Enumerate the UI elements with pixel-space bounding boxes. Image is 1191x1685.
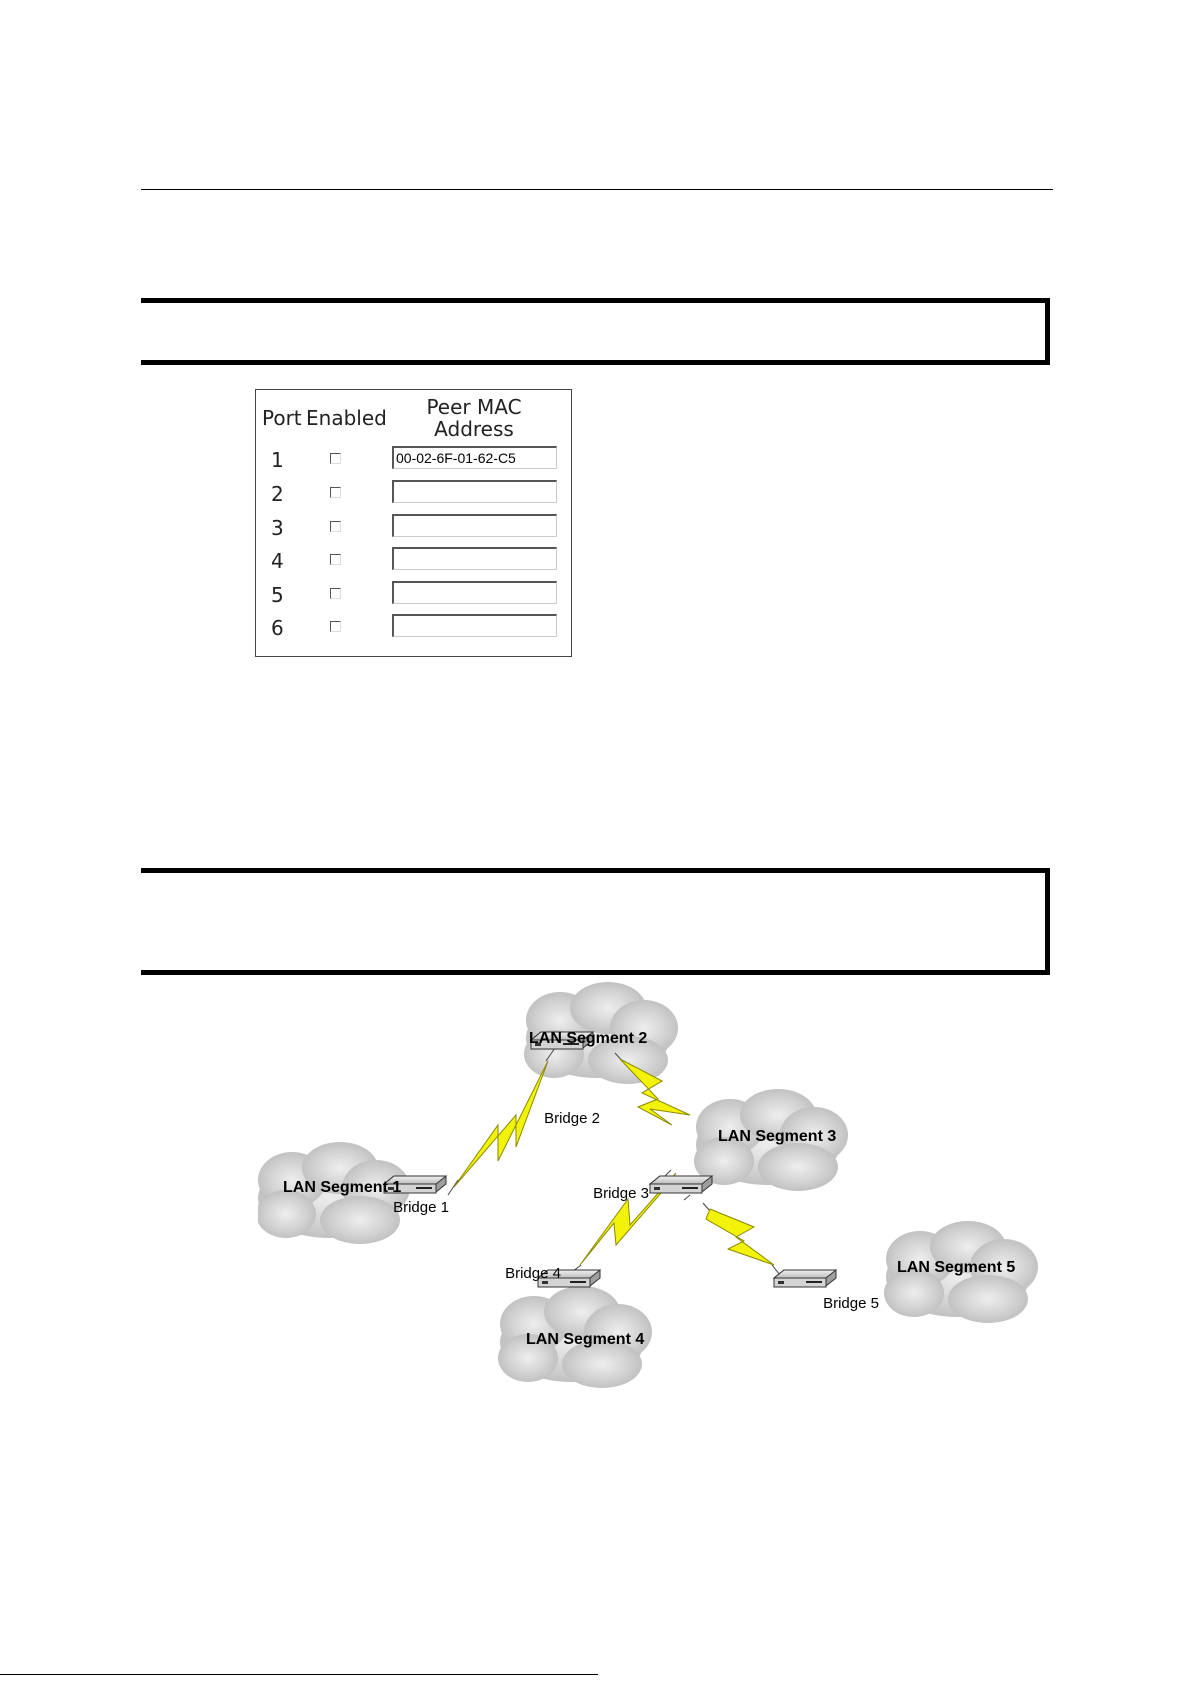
port-number: 4	[271, 549, 284, 573]
port-number: 3	[271, 516, 284, 540]
peer-mac-input[interactable]	[392, 480, 557, 503]
port-number: 1	[271, 448, 284, 472]
lan-segment-2-label: LAN Segment 2	[529, 1030, 648, 1047]
port-number: 2	[271, 482, 284, 506]
header-rule	[141, 189, 1053, 190]
lan-segment-5-label: LAN Segment 5	[897, 1259, 1016, 1276]
bridge-4-label: Bridge 4	[505, 1265, 561, 1282]
peer-mac-input[interactable]	[392, 581, 557, 604]
port-enabled-checkbox[interactable]	[330, 453, 341, 464]
port-config-panel	[255, 389, 572, 657]
bridge-1-label: Bridge 1	[393, 1199, 449, 1216]
peer-mac-input[interactable]	[392, 514, 557, 537]
port-enabled-checkbox[interactable]	[330, 588, 341, 599]
port-header: Port	[262, 406, 302, 430]
section-frame-1-bottom	[141, 360, 1050, 365]
footer-rule	[0, 1674, 598, 1675]
bridge-2-label: Bridge 2	[544, 1110, 600, 1127]
peer-mac-input[interactable]	[392, 547, 557, 570]
bridge-network-diagram	[258, 975, 1038, 1405]
port-enabled-checkbox[interactable]	[330, 521, 341, 532]
lan-segment-1-label: LAN Segment 1	[283, 1179, 402, 1196]
peer-mac-input[interactable]	[392, 446, 557, 469]
port-enabled-checkbox[interactable]	[330, 487, 341, 498]
section-frame-1	[141, 298, 1050, 365]
port-enabled-checkbox[interactable]	[330, 621, 341, 632]
port-enabled-checkbox[interactable]	[330, 554, 341, 565]
link-bridge3-bridge5	[706, 1209, 774, 1265]
section-frame-2	[141, 868, 1050, 975]
lan-segment-4-label: LAN Segment 4	[526, 1331, 645, 1348]
peer-mac-input[interactable]	[392, 614, 557, 637]
peer-mac-header-line2: Address	[434, 417, 514, 441]
peer-mac-header-line1: Peer MAC	[426, 395, 522, 419]
peer-mac-header	[379, 396, 569, 440]
bridge-3-label: Bridge 3	[593, 1185, 649, 1202]
bridge-5-label: Bridge 5	[823, 1295, 879, 1312]
port-number: 5	[271, 583, 284, 607]
link-bridge1-bridge2	[454, 1061, 548, 1187]
bridge-5-device	[774, 1270, 836, 1287]
port-number: 6	[271, 616, 284, 640]
bridge-3-device	[650, 1176, 712, 1193]
lan-segment-3-label: LAN Segment 3	[718, 1128, 837, 1145]
enabled-header: Enabled	[306, 406, 387, 430]
